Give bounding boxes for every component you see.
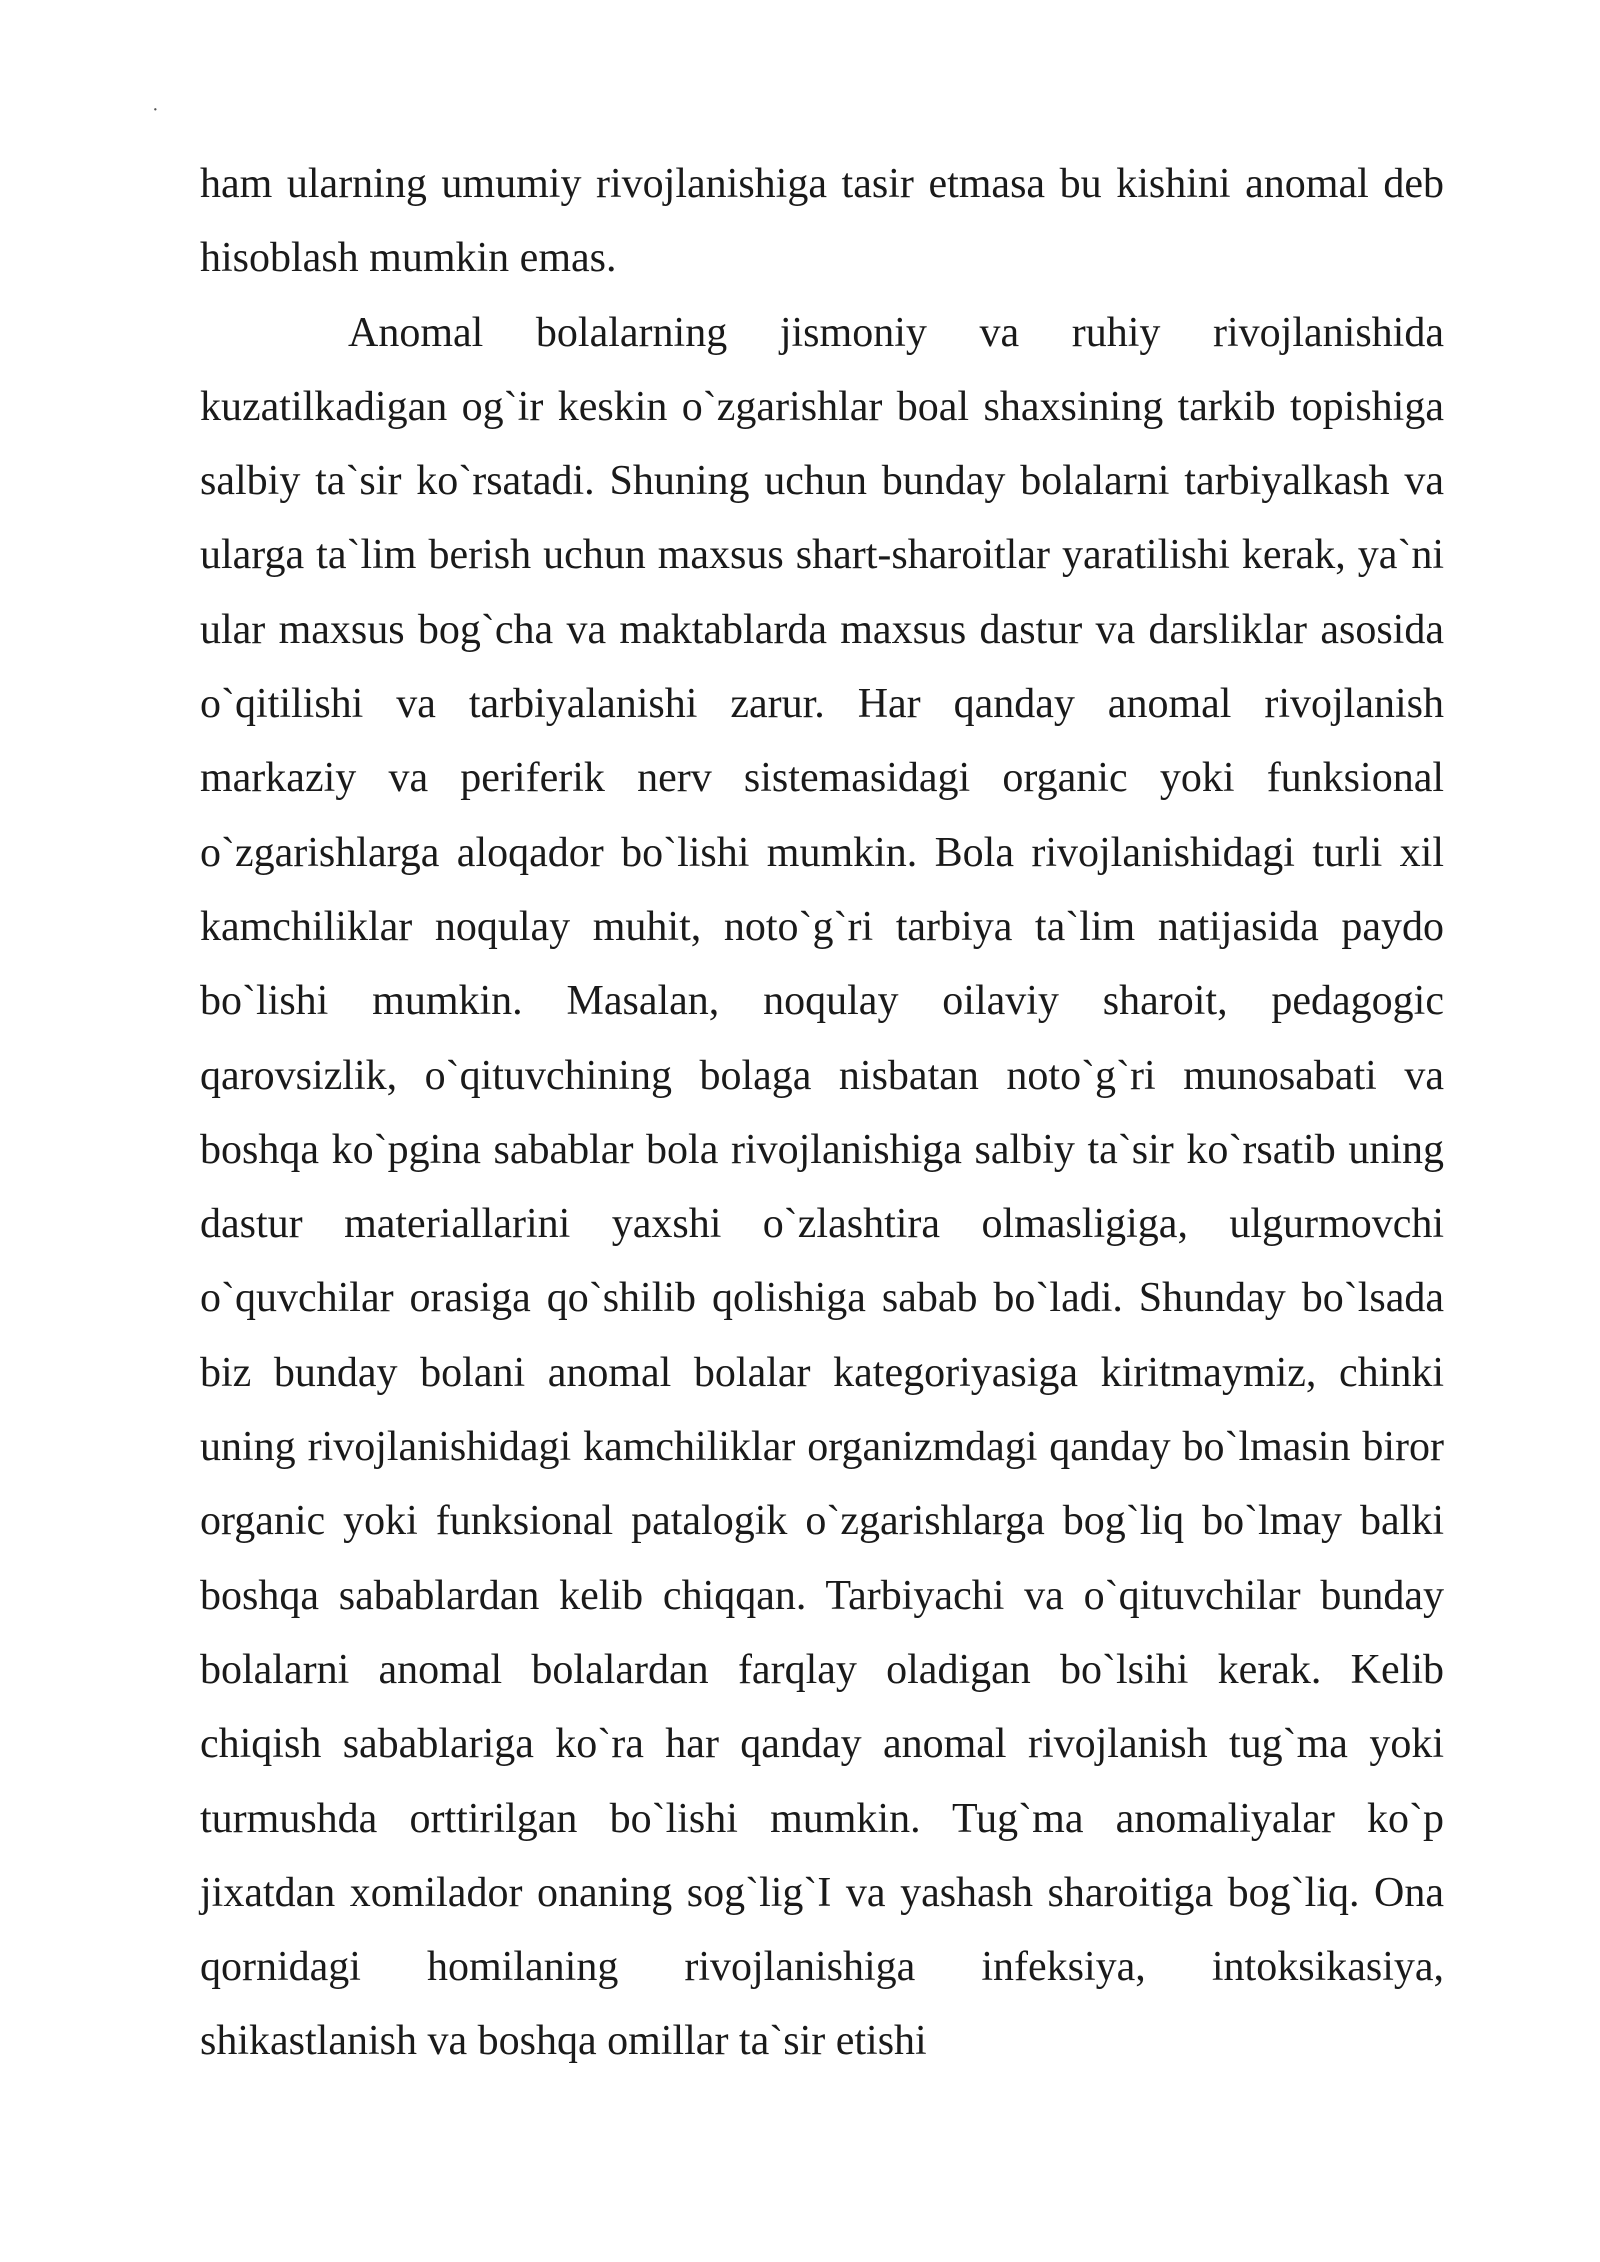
paragraph-1: ham ularning umumiy rivojlanishiga tasir etmasa bu kishini anomal deb hisoblash mumkin emas. (200, 161, 1444, 282)
paragraph-2: Anomal bolalarning jismoniy va ruhiy rivojlanishida kuzatilkadigan og`ir keskin o`zgarishlar boal shaxsining tarkib topishiga salbiy ta`sir ko`rsatadi. Shuning uchun bunday bolalarni tarbiyalkash va ularga ta`lim berish uchun maxsus shart-sharoitlar yaratilishi kerak, ya`ni ular maxsus bog`cha va maktablarda maxsus dastur va darsliklar asosida o`qitilishi va tarbiyalanishi zarur. Har qanday anomal rivojlanish markaziy va periferik nerv sistemasidagi organic yoki funksional o`zgarishlarga aloqador bo`lishi mumkin. Bola rivojlanishidagi turli xil kamchiliklar noqulay muhit, noto`g`ri tarbiya ta`lim natijasida paydo bo`lishi mumkin. Masalan, noqulay oilaviy sharoit, pedagogic qarovsizlik, o`qituvchining bolaga nisbatan noto`g`ri munosabati va boshqa ko`pgina sabablar bola rivojlanishiga salbiy ta`sir ko`rsatib uning dastur materiallarini yaxshi o`zlashtira olmasligiga, ulgurmovchi o`quvchilar orasiga qo`shilib qolishiga sabab bo`ladi. Shunday bo`lsada biz bunday bolani anomal bolalar kategoriyasiga kiritmaymiz, chinki uning rivojlanishidagi kamchiliklar organizmdagi qanday bo`lmasin biror organic yoki funksional patalogik o`zgarishlarga bog`liq bo`lmay balki boshqa sabablardan kelib chiqqan. Tarbiyachi va o`qituvchilar bunday bolalarni anomal bolalardan farqlay oladigan bo`lsihi kerak. Kelib chiqish sabablariga ko`ra har qanday anomal rivojlanish tug`ma yoki turmushda orttirilgan bo`lishi mumkin. Tug`ma anomaliyalar ko`p jixatdan xomilador onaning sog`lig`I va yashash sharoitiga bog`liq. Ona qornidagi homilaning rivojlanishiga infeksiya, intoksikasiya, shikastlanish va boshqa omillar ta`sir etishi (200, 309, 1444, 2065)
document-body (200, 147, 1444, 2079)
page-mark: · (152, 99, 159, 121)
